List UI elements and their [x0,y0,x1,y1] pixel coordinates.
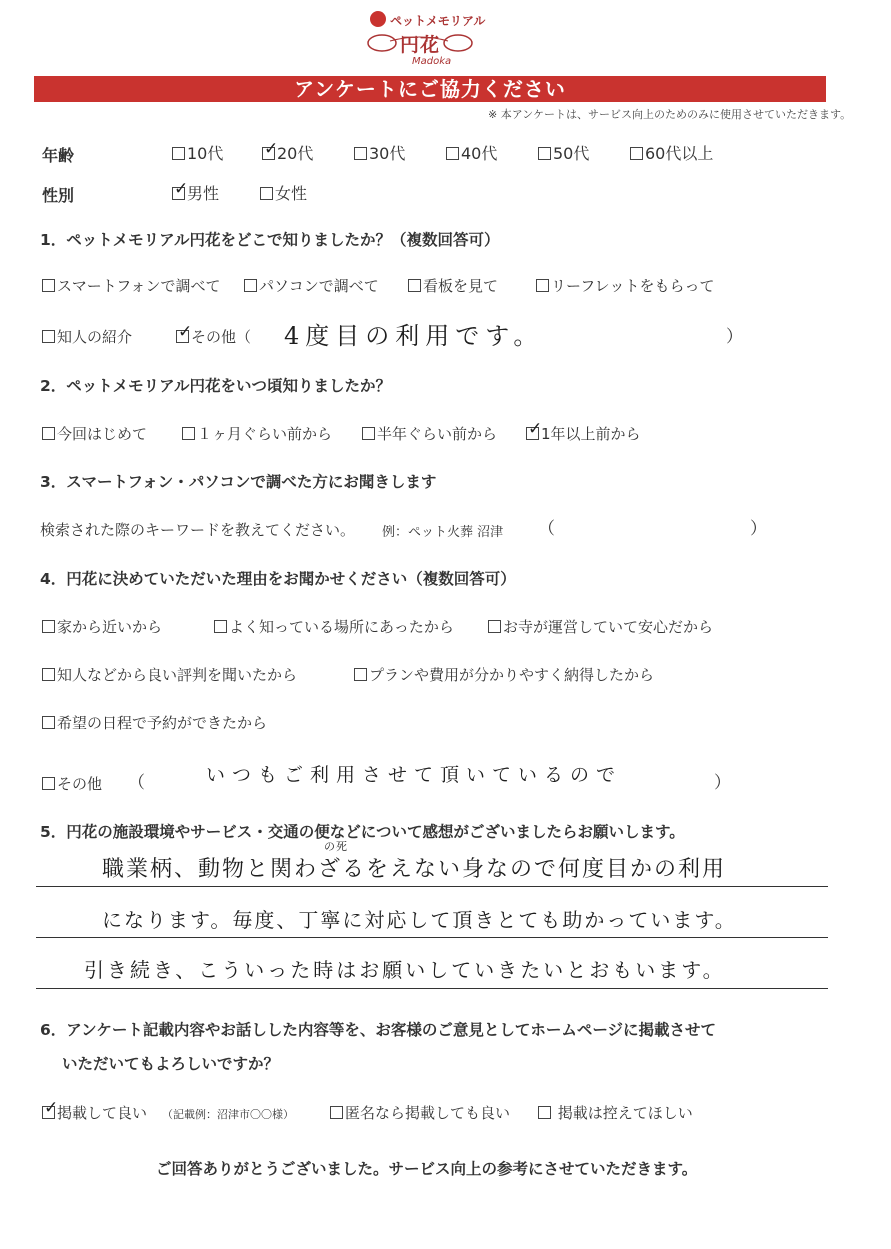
checkbox-icon [630,147,643,160]
q3-prompt: 検索された際のキーワードを教えてください。 [40,521,356,539]
checkbox-icon [172,147,185,160]
age-option-10s[interactable]: 10代 [172,141,223,164]
checkbox-icon [42,620,55,633]
age-option-50s[interactable]: 50代 [538,141,589,164]
checkbox-icon [446,147,459,160]
checkbox-icon [42,427,55,440]
checkbox-icon [42,668,55,681]
checkbox-icon [260,187,273,200]
q1-option-smartphone[interactable]: スマートフォンで調べて [42,275,221,296]
gender-option-female[interactable]: 女性 [260,181,307,204]
q3-example: 例：ペット火葬 沼津 [382,525,504,540]
checkbox-checked-icon: ✓ [178,322,193,342]
q3-open-paren: （ [538,519,555,539]
q4-other-answer: いつもご利用させて頂いているので [206,764,623,786]
q4-option-good-reputation[interactable]: 知人などから良い評判を聞いたから [42,664,297,685]
q5-annotation: の死 [324,840,348,853]
age-option-40s[interactable]: 40代 [446,141,497,164]
gender-label: 性別 [42,186,75,205]
q6-option-decline[interactable]: 掲載は控えてほしい [538,1102,693,1123]
q4-open-paren: （ [128,773,145,793]
checkbox-icon [214,620,227,633]
q6-option-anonymous[interactable]: 匿名なら掲載しても良い [330,1102,510,1123]
q2-option-half-year[interactable]: 半年ぐらい前から [362,423,497,444]
logo-text-sub: Madoka [412,56,452,67]
q1-option-signboard[interactable]: 看板を見て [408,275,498,296]
checkbox-icon [42,777,55,790]
q4-option-temple-operated[interactable]: お寺が運営していて安心だから [488,616,713,637]
checkbox-checked-icon: ✓ [174,179,189,199]
q4-option-preferred-schedule[interactable]: 希望の日程で予約ができたから [42,712,267,733]
q4-close-paren: ） [714,773,731,793]
usage-note: ※ 本アンケートは、サービス向上のためのみに使用させていただきます。 [488,108,852,121]
gender-option-male[interactable]: ✓ 男性 [174,179,220,203]
q5-answer-line-2: になります。毎度、丁寧に対応して頂きとても助かっています。 [102,908,737,932]
q2-option-over-one-year[interactable]: ✓ 1年以上前から [528,419,641,443]
age-label: 年齢 [42,146,75,165]
age-option-60s-plus[interactable]: 60代以上 [630,141,713,164]
checkbox-icon [354,668,367,681]
checkbox-checked-icon: ✓ [528,419,543,439]
q6-question-line-1: 6．アンケート記載内容やお話しした内容等を、お客様のご意見としてホームページに掲載させて [40,1021,717,1039]
logo-text-top: ペットメモリアル [390,14,486,28]
q2-option-one-month[interactable]: １ヶ月ぐらい前から [182,423,332,444]
q4-option-other[interactable]: その他 [42,773,102,794]
q6-question-line-2: いただいてもよろしいですか？ [62,1055,280,1073]
q4-question: 4．円花に決めていただいた理由をお聞かせください（複数回答可） [40,570,516,588]
answer-rule-1 [36,886,828,887]
logo-text-main: 円花 [400,34,441,56]
answer-rule-2 [36,937,828,938]
q1-option-referral[interactable]: 知人の紹介 [42,326,132,347]
q6-example: （記載例：沼津市〇〇様） [162,1108,294,1121]
checkbox-checked-icon: ✓ [44,1098,59,1118]
q4-option-known-place[interactable]: よく知っている場所にあったから [214,616,454,637]
q3-keyword-field[interactable] [560,514,740,536]
checkbox-icon [538,147,551,160]
checkbox-icon [42,330,55,343]
q5-answer-line-3: 引き続き、こういった時はお願いしていきたいとおもいます。 [84,958,726,982]
checkbox-icon [244,279,257,292]
checkbox-icon [488,620,501,633]
q1-option-other[interactable]: ✓ その他（ [178,322,252,346]
checkbox-icon [42,279,55,292]
q2-question: 2．ペットメモリアル円花をいつ頃知りましたか？ [40,377,392,395]
checkbox-icon [408,279,421,292]
q5-answer-line-1: 職業柄、動物と関わざるをえない身なので何度目かの利用 [102,857,727,882]
age-option-20s[interactable]: ✓ 20代 [264,139,314,163]
q3-question: 3．スマートフォン・パソコンで調べた方にお聞きします [40,473,437,491]
checkbox-icon [536,279,549,292]
q5-question: 5．円花の施設環境やサービス・交通の便などについて感想がございましたらお願いします。 [40,823,685,841]
thanks-message: ご回答ありがとうございました。サービス向上の参考にさせていただきます。 [156,1160,698,1178]
q4-option-clear-pricing[interactable]: プランや費用が分かりやすく納得したから [354,664,654,685]
q3-close-paren: ） [750,519,767,539]
age-option-30s[interactable]: 30代 [354,141,405,164]
q1-other-answer: 4度目の利用です。 [284,322,544,350]
q1-option-leaflet[interactable]: リーフレットをもらって [536,275,715,296]
checkbox-icon [42,716,55,729]
q1-option-pc[interactable]: パソコンで調べて [244,275,379,296]
checkbox-icon [362,427,375,440]
checkbox-icon [538,1106,551,1119]
q4-option-near-home[interactable]: 家から近いから [42,616,162,637]
q1-question: 1．ペットメモリアル円花をどこで知りましたか？（複数回答可） [40,231,500,249]
q1-close-paren: ） [726,327,743,347]
q2-option-first-time[interactable]: 今回はじめて [42,423,147,444]
answer-rule-3 [36,988,828,989]
checkbox-icon [354,147,367,160]
checkbox-checked-icon: ✓ [264,139,279,159]
checkbox-icon [330,1106,343,1119]
checkbox-icon [182,427,195,440]
q6-option-ok[interactable]: ✓ 掲載して良い [44,1098,148,1122]
survey-banner: アンケートにご協力ください [34,76,826,102]
